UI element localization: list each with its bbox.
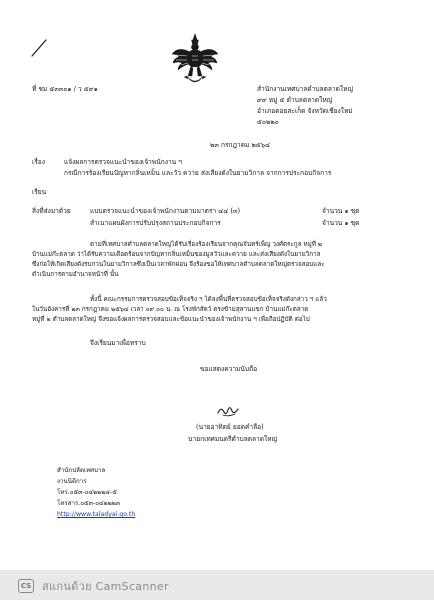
closing-request: จึงเรียนมาเพื่อทราบ (90, 339, 146, 347)
footer-section: งานนิติการ (57, 478, 87, 485)
respect-closing: ขอแสดงความนับถือ (200, 365, 258, 373)
document-number: ที่ ชม ๕๓๓๐๑ / ว ๕๙๑ (32, 85, 98, 93)
subject-line-1: แจ้งผลการตรวจแนะนำของเจ้าพนักงาน ฯ (64, 158, 182, 166)
enclosure-item: สำเนาแผนผังการปรับปรุงสถานประกอบกิจการ (90, 219, 221, 227)
body-paragraph-line: ดำเนินการตามอำนาจหน้าที่ นั้น (32, 271, 119, 278)
garuda-emblem-icon (170, 32, 220, 88)
camscanner-logo-icon: CS (18, 579, 34, 593)
subject-label: เรื่อง (32, 158, 45, 166)
signatory-name: (นายอาทิตย์ ยอดคำลือ) (196, 423, 264, 431)
pen-mark (30, 38, 48, 58)
office-address-line: ๙๙ หมู่ ๕ ตำบลตลาดใหญ่ (257, 96, 333, 104)
body-paragraph-line: บ้านแม่ก๊ะตลาด ว่าได้รับความเดือดร้อนจากปัญหากลิ่นเหม็นของมูลวัวและควาย และส่งเสียงดังในยามวิกาล (32, 251, 321, 258)
signatory-title: นายกเทศมนตรีตำบลตลาดใหญ่ (188, 435, 278, 443)
enclosure-quantity: จำนวน ๑ ชุด (322, 219, 360, 227)
enclosure-quantity: จำนวน ๑ ชุด (322, 207, 360, 215)
office-name: สำนักงานเทศบาลตำบลตลาดใหญ่ (257, 85, 354, 93)
office-district-line: อำเภอดอยสะเก็ด จังหวัดเชียงใหม่ (257, 107, 353, 115)
body-paragraph-line: ซึ่งก่อให้เกิดเสียงดังรบกวนในยามวิกาลซึ่งเป็นเวลาพักผ่อน จึงร้องขอให้เทศบาลตำบลตลาดใหญ่ตรวจสอบและ (32, 261, 325, 268)
enclosure-label: สิ่งที่ส่งมาด้วย (32, 207, 71, 215)
footer-website-link[interactable]: http://www.taladyai.go.th (57, 511, 136, 518)
body-paragraph-line: ทั้งนี้ คณะกรรมการตรวจสอบข้อเท็จจริง ฯ ได้ลงพื้นที่ตรวจสอบข้อเท็จจริงดังกล่าว ฯ แล้ว (90, 296, 327, 303)
camscanner-watermark-bar (0, 570, 434, 600)
salutation: เรียน (32, 188, 47, 196)
footer-phone: โทร.๐๕๓-๐๔๒๒๒๔-๕ (57, 489, 117, 496)
subject-line-2: กรณีการร้องเรียนปัญหากลิ่นเหม็น และวัว ควาย ส่งเสียงดังในยามวิกาล จากการประกอบกิจการ (64, 169, 332, 177)
body-paragraph-line: ในวันอังคารที่ ๒๓ กรกฎาคม ๒๕๖๔ เวลา ๐๙.๐๐ น. ณ โรงพักสัตว์ ตรงข้ามสุสานแขก บ้านแม่ก๊ะตลาด (32, 306, 309, 313)
camscanner-label: สแกนด้วย CamScanner (42, 580, 169, 593)
handwritten-signature-icon (215, 404, 241, 418)
letter-date: ๒๓ กรกฎาคม ๒๕๖๔ (210, 141, 270, 149)
body-paragraph-line: หมู่ที่ ๒ ตำบลตลาดใหญ่ จึงขอแจ้งผลการตรวจสอบและข้อแนะนำของเจ้าพนักงาน ฯ เพื่อถือปฏิบัติ ต่อไป (32, 316, 310, 323)
body-paragraph-line: ตามที่เทศบาลตำบลตลาดใหญ่ได้รับเรื่องร้องเรียนจากคุณจันทร์เพ็ญ วงศ์ตระกูล หมู่ที่ ๒ (90, 241, 323, 248)
footer-fax: โทรสาร.๐๕๓-๐๔๒๒๒๓ (57, 500, 121, 507)
enclosure-item: แบบตรวจแนะนำของเจ้าพนักงานตามมาตรา ๔๔ (๓) (90, 207, 241, 215)
footer-department: สำนักปลัดเทศบาล (57, 467, 106, 474)
office-postcode: ๕๐๒๒๐ (257, 118, 279, 126)
